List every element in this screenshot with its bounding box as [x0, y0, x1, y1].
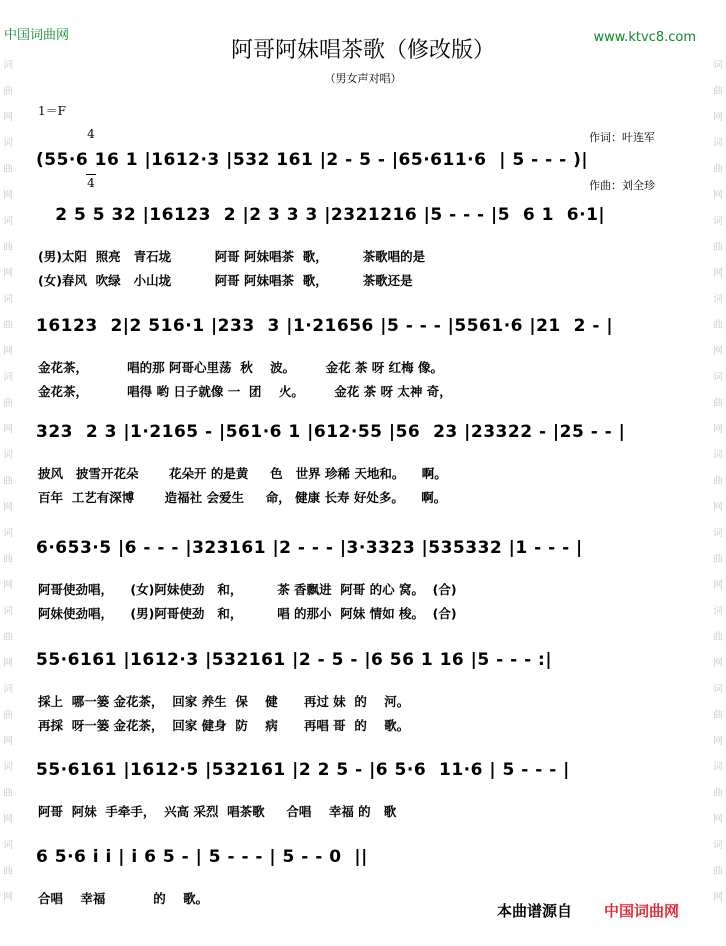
lyric-line: 金花茶， 唱得 哟 日子就像 一 团 火。 金花 茶 呀 太神 奇， — [38, 384, 452, 399]
watermark-glyph: 网 — [713, 424, 723, 435]
watermark-glyph: 词 — [3, 840, 13, 851]
watermark-glyph: 网 — [3, 892, 13, 903]
watermark-glyph: 曲 — [713, 710, 723, 721]
watermark-glyph: 曲 — [3, 242, 13, 253]
lyric-line: 阿哥使劲唱， (女)阿妹使劲 和， 茶 香飘进 阿哥 的心 窝。 (合) — [38, 582, 457, 597]
watermark-glyph: 网 — [3, 112, 13, 123]
watermark-glyph: 曲 — [713, 398, 723, 409]
watermark-glyph: 网 — [713, 190, 723, 201]
watermark-glyph: 词 — [713, 216, 723, 227]
watermark-glyph: 词 — [713, 138, 723, 149]
lyric-line: 金花茶， 唱的那 阿哥心里荡 秋 波。 金花 茶 呀 红梅 像。 — [38, 360, 443, 375]
watermark-glyph: 曲 — [3, 788, 13, 799]
watermark-glyph: 词 — [713, 450, 723, 461]
song-title: 阿哥阿妹唱茶歌（修改版） — [230, 38, 495, 63]
watermark-glyph: 网 — [3, 502, 13, 513]
composer: 作曲：刘全珍 — [589, 179, 655, 192]
watermark-glyph: 词 — [3, 294, 13, 305]
watermark-glyph: 词 — [3, 138, 13, 149]
watermark-glyph: 网 — [713, 658, 723, 669]
watermark-glyph: 曲 — [3, 866, 13, 877]
watermark-glyph: 词 — [713, 372, 723, 383]
notation-line: 55·6161 |1612·5 |532161 |2 2 5 - |6 5·6 11·6 | 5 - - - | — [36, 760, 570, 780]
watermark-glyph: 曲 — [713, 320, 723, 331]
brand-link[interactable]: 中国词曲网 — [604, 902, 680, 920]
watermark-glyph: 网 — [3, 736, 13, 747]
watermark-top-right: www.ktvc8.com — [593, 30, 696, 45]
watermark-glyph: 词 — [3, 372, 13, 383]
watermark-glyph: 网 — [713, 112, 723, 123]
lyric-line: 披风 披雪开花朵 花朵开 的是黄 色 世界 珍稀 天地和。 啊。 — [38, 466, 447, 481]
lyric-line: 阿哥 阿妹 手牵手， 兴高 采烈 唱茶歌 合唱 幸福 的 歌 — [38, 804, 397, 819]
watermark-glyph: 曲 — [713, 632, 723, 643]
watermark-glyph: 词 — [713, 60, 723, 71]
watermark-glyph: 词 — [713, 840, 723, 851]
watermark-glyph: 词 — [713, 294, 723, 305]
watermark-glyph: 曲 — [3, 554, 13, 565]
watermark-glyph: 曲 — [713, 86, 723, 97]
watermark-glyph: 曲 — [3, 632, 13, 643]
lyric-line: 採上 哪一篓 金花茶， 回家 养生 保 健 再过 妹 的 河。 — [38, 694, 410, 709]
time-signature-top: 4 — [87, 127, 95, 141]
notation-line: (55·6 16 1 |1612·3 |532 161 |2 - 5 - |65·611·6 | 5 - - - )| — [36, 150, 589, 170]
watermark-glyph: 网 — [713, 892, 723, 903]
watermark-glyph: 曲 — [3, 710, 13, 721]
watermark-glyph: 曲 — [3, 476, 13, 487]
lyric-line: 阿妹使劲唱， (男)阿哥使劲 和， 唱 的那小 阿妹 情如 梭。 (合) — [38, 606, 457, 621]
watermark-glyph: 曲 — [713, 476, 723, 487]
watermark-glyph: 曲 — [713, 164, 723, 175]
source-text: 本曲谱源自 — [497, 902, 573, 920]
watermark-glyph: 曲 — [713, 788, 723, 799]
watermark-glyph: 网 — [713, 268, 723, 279]
key-signature: 1＝F — [38, 104, 66, 118]
watermark-glyph: 词 — [3, 528, 13, 539]
watermark-glyph: 网 — [713, 580, 723, 591]
time-signature-bottom: 4 — [87, 176, 95, 190]
watermark-glyph: 词 — [3, 60, 13, 71]
notation-line: 2 5 5 32 |16123 2 |2 3 3 3 |2321216 |5 - - - |5 6 1 6·1| — [36, 205, 606, 225]
lyric-line: (男)太阳 照亮 青石垅 阿哥 阿妹唱茶 歌， 茶歌唱的是 — [38, 249, 426, 264]
watermark-glyph: 网 — [713, 502, 723, 513]
notation-line: 6·653·5 |6 - - - |323161 |2 - - - |3·3323 |535332 |1 - - - | — [36, 538, 583, 558]
lyricist: 作词：叶连军 — [589, 131, 655, 144]
notation-line: 16123 2|2 516·1 |233 3 |1·21656 |5 - - - |5561·6 |21 2 - | — [36, 316, 614, 336]
notation-line: 55·6161 |1612·3 |532161 |2 - 5 - |6 56 1 16 |5 - - - :| — [36, 650, 553, 670]
watermark-glyph: 网 — [3, 814, 13, 825]
lyric-line: (女)春风 吹绿 小山垅 阿哥 阿妹唱茶 歌， 茶歌还是 — [38, 273, 413, 288]
watermark-glyph: 网 — [3, 658, 13, 669]
notation-line: 323 2 3 |1·2165 - |561·6 1 |612·55 |56 23 |23322 - |25 - - | — [36, 422, 626, 442]
song-subtitle: （男女声对唱） — [324, 72, 402, 85]
watermark-top-left: 中国词曲网 — [4, 28, 70, 43]
watermark-glyph: 网 — [3, 190, 13, 201]
watermark-glyph: 曲 — [713, 242, 723, 253]
watermark-glyph: 曲 — [3, 320, 13, 331]
watermark-glyph: 词 — [3, 450, 13, 461]
watermark-glyph: 词 — [3, 684, 13, 695]
watermark-glyph: 曲 — [3, 398, 13, 409]
watermark-glyph: 网 — [713, 736, 723, 747]
watermark-glyph: 词 — [3, 762, 13, 773]
watermark-glyph: 曲 — [3, 86, 13, 97]
watermark-glyph: 网 — [3, 268, 13, 279]
watermark-glyph: 词 — [3, 216, 13, 227]
watermark-glyph: 网 — [3, 346, 13, 357]
watermark-glyph: 网 — [3, 424, 13, 435]
watermark-glyph: 词 — [713, 684, 723, 695]
watermark-glyph: 曲 — [713, 554, 723, 565]
watermark-glyph: 网 — [713, 814, 723, 825]
watermark-glyph: 网 — [3, 580, 13, 591]
watermark-glyph: 曲 — [3, 164, 13, 175]
watermark-glyph: 词 — [713, 606, 723, 617]
lyric-line: 合唱 幸福 的 歌。 — [38, 891, 209, 906]
notation-line: 6 5·6 i i | i 6 5 - | 5 - - - | 5 - - 0 || — [36, 847, 368, 867]
lyric-line: 再採 呀一篓 金花茶， 回家 健身 防 病 再唱 哥 的 歌。 — [38, 718, 410, 733]
lyric-line: 百年 工艺有深博 造福社 会爱生 命， 健康 长寿 好处多。 啊。 — [38, 490, 447, 505]
watermark-glyph: 词 — [713, 762, 723, 773]
watermark-glyph: 词 — [713, 528, 723, 539]
watermark-glyph: 曲 — [713, 866, 723, 877]
watermark-glyph: 网 — [713, 346, 723, 357]
watermark-glyph: 词 — [3, 606, 13, 617]
